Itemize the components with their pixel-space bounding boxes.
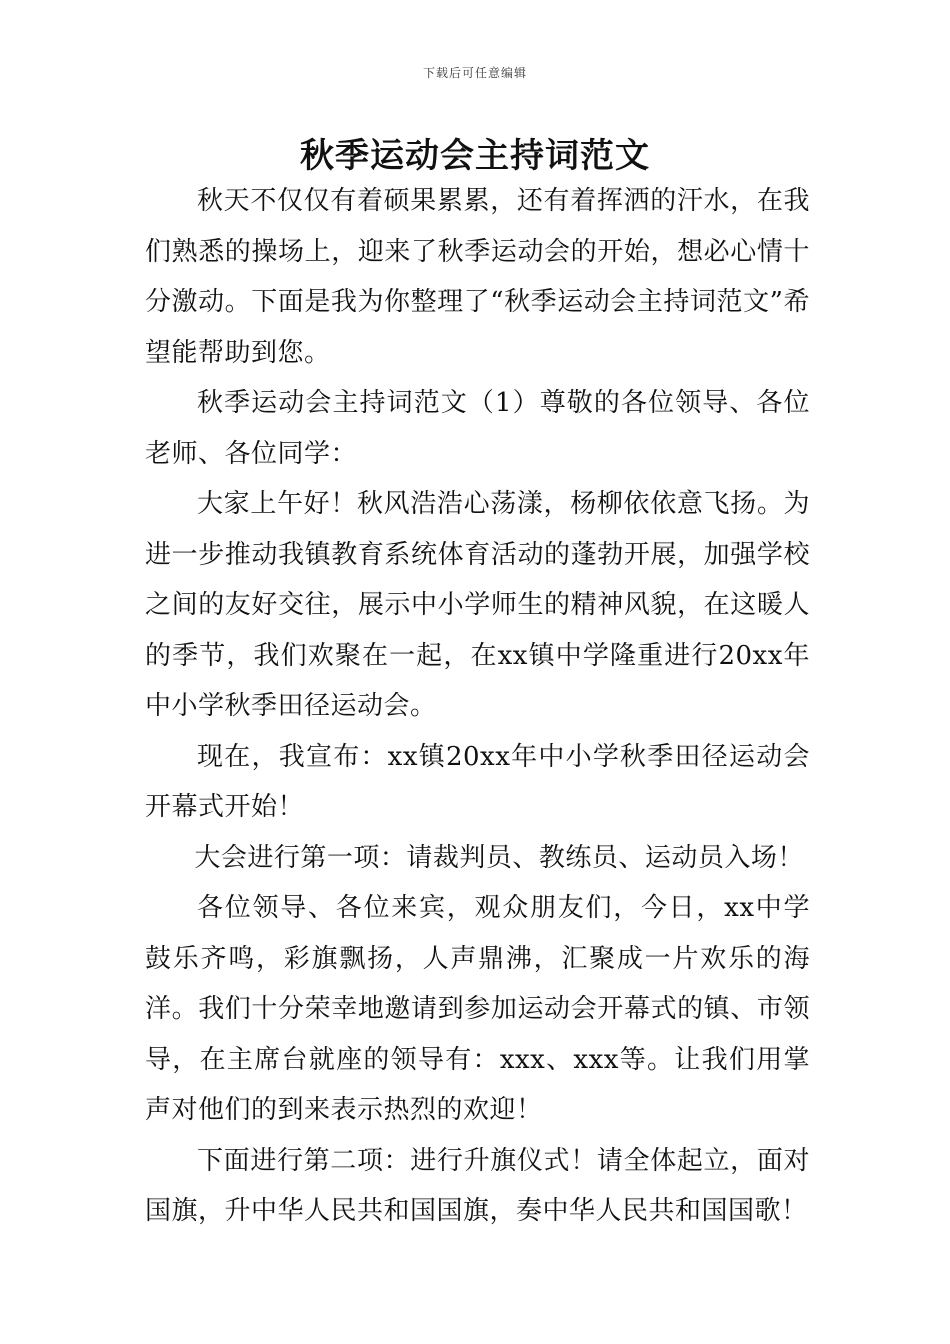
- page-header-note: 下载后可任意编辑: [422, 66, 527, 80]
- paragraph-intro: 秋天不仅仅有着硕果累累，还有着挥洒的汗水，在我们熟悉的操场上，迎来了秋季运动会的开始，想必心情十分激动。下面是我为你整理了“秋季运动会主持词范文”希望能帮助到您。: [145, 186, 810, 368]
- document-body: [145, 176, 810, 1237]
- paragraph-welcome: 各位领导、各位来宾，观众朋友们，今日，xx中学鼓乐齐鸣，彩旗飘扬，人声鼎沸，汇聚成一片欢乐的海洋。我们十分荣幸地邀请到参加运动会开幕式的镇、市领导，在主席台就座的领导有：xxx、xxx等。让我们用掌声对他们的到来表示热烈的欢迎！: [145, 893, 810, 1125]
- paragraph-announcement: 现在，我宣布：xx镇20xx年中小学秋季田径运动会开幕式开始！: [145, 741, 810, 822]
- paragraph-sample-heading: 秋季运动会主持词范文（1）尊敬的各位领导、各位老师、各位同学：: [145, 388, 810, 469]
- paragraph-item-two: 下面进行第二项：进行升旗仪式！请全体起立，面对国旗，升中华人民共和国国旗，奏中华人民共和国国歌！: [145, 1145, 810, 1226]
- document-title: 秋季运动会主持词范文: [300, 136, 650, 176]
- paragraph-item-one: 大会进行第一项：请裁判员、教练员、运动员入场！: [194, 842, 804, 873]
- paragraph-greeting: 大家上午好！秋风浩浩心荡漾，杨柳依依意飞扬。为进一步推动我镇教育系统体育活动的蓬勃开展，加强学校之间的友好交往，展示中小学师生的精神风貌，在这暖人的季节，我们欢聚在一起，在xx镇中学隆重进行20xx年中小学秋季田径运动会。: [145, 489, 810, 721]
